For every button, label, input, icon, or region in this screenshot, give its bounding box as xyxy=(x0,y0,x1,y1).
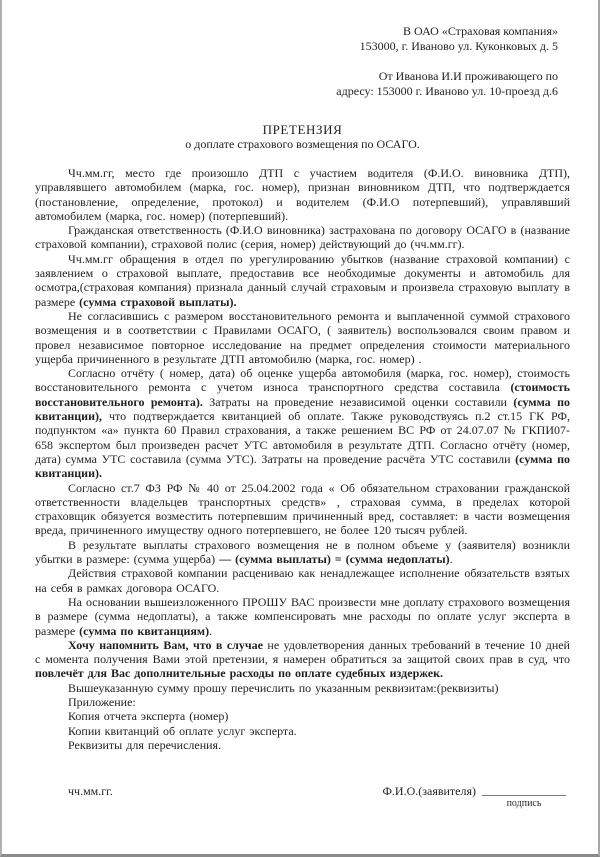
paragraph xyxy=(35,595,570,638)
paragraph-bold-run: (сумма по квитанции), xyxy=(35,394,570,424)
paragraph xyxy=(35,566,570,595)
paragraph-run: Гражданская ответственность (Ф.И.О виновника) застрахована по договору ОСАГО в (название страховой компании), страховой полис (серия, номер) действующий до (чч.мм.гг). xyxy=(35,223,570,252)
paragraph-run: . xyxy=(209,623,213,638)
signature-line: ______________ xyxy=(482,783,566,798)
paragraph-run: что подтверждается квитанцией об оплате. Также руководствуясь п.2 ст.15 ГК РФ, подпунктом «а» пункта 60 Правил страхования, а также решением ВС РФ от 24.07.07 № ГКПИ07-658 экспертом был произведен расчет УТС автомобиля в результате ДТП. Согласно отчёту (номер, дата) сумма УТС составила (сумма УТС). Затраты на проведение расчёта УТС составили xyxy=(35,409,570,466)
paragraph-bold-run: (сумма по квитанциям) xyxy=(79,623,210,638)
paragraph-run: Приложение: xyxy=(68,694,136,709)
paragraph-bold-run: Хочу напомнить Вам, что в случае xyxy=(68,637,263,652)
paragraph-run: Чч.мм.гг, место где произошло ДТП с участием водителя (Ф.И.О. виновника ДТП), управлявшего автомобилем (марка, гос. номер), признан виновником ДТП, что подтверждается (постановление, определение, протокол) и водителем (Ф.И.О потерпевший), управлявший автомобилем (марка, гос. номер) (потерпевший). xyxy=(35,166,570,223)
paragraph xyxy=(35,366,570,480)
recipient-line-1: В ОАО «Страховая компания» xyxy=(403,24,558,38)
signature-block xyxy=(382,784,566,809)
paragraph xyxy=(35,738,570,752)
paragraph-bold-run: (сумма страховой выплаты). xyxy=(79,294,237,309)
paragraph-run: В результате выплаты страхового возмещения не в полном объеме у (заявителя) возникли убытки в размере: (сумма ущерба) xyxy=(35,537,570,567)
recipient-line-2: 153000, г. Иваново ул. Куконковых д. 5 xyxy=(359,38,558,53)
paragraph-run: Копия отчета эксперта (номер) xyxy=(68,709,229,724)
paragraph xyxy=(35,681,570,695)
paragraph xyxy=(35,223,570,252)
paragraph xyxy=(35,481,570,538)
footer-row xyxy=(35,784,570,809)
paragraph-bold-run: — (сумма выплаты) = (сумма недоплаты) xyxy=(219,552,450,567)
paragraph xyxy=(35,638,570,681)
paragraph-run: Затраты на проведение независимой оценки составили xyxy=(202,394,514,409)
paragraph-run: Согласно отчёту ( номер, дата) об оценке ущерба автомобиля (марка, гос. номер), стоимость восстановительного ремонта с учетом износа транспортного средства составила xyxy=(35,366,570,395)
signature-caption: подпись xyxy=(506,798,542,810)
paragraph-run: Чч.мм.гг обращения в отдел по урегулированию убытков (название страховой компании) с заявлением о страховой выплате, предоставив все необходимые документы и автомобиль для осмотра,(страховая компания) признала данный случай страховым и произвела страховую выплату в размере xyxy=(35,251,570,309)
paragraph-run: . xyxy=(449,552,453,567)
paragraph xyxy=(35,309,570,366)
paragraph xyxy=(35,166,570,223)
paragraph xyxy=(35,252,570,309)
paragraph xyxy=(35,538,570,567)
document-subtitle: о доплате страхового возмещения по ОСАГО. xyxy=(185,137,420,151)
paragraph xyxy=(35,724,570,738)
document-body xyxy=(35,166,570,752)
paragraph-run: Согласно ст.7 ФЗ РФ № 40 от 25.04.2002 года « Об обязательном страховании гражданской ответственности владельцев транспортных средств» , страховая сумма, в пределах которой страховщик обязуется возместить потерпевшим причиненный вред, составляет: в части возмещения вреда, причиненного имуществу одного потерпевшего, не более 120 тысяч рублей. xyxy=(35,480,570,538)
signature-label: Ф.И.О.(заявителя) xyxy=(382,784,476,799)
paragraph xyxy=(35,695,570,709)
paragraph-run: Действия страховой компании расцениваю как ненадлежащее исполнение обязательств взятых на себя в рамках договора ОСАГО. xyxy=(35,566,570,595)
paragraph xyxy=(35,709,570,723)
signature-underline-wrap xyxy=(482,784,566,809)
sender-line-2: адресу: 153000 г. Иваново ул. 10-проезд д.6 xyxy=(336,83,558,98)
recipient-block xyxy=(35,24,570,98)
paragraph-bold-run: (сумма по квитанции). xyxy=(35,451,571,481)
address-gap xyxy=(35,53,558,69)
paragraph-run: Не согласившись с размером восстановительного ремонта и выплаченной суммой страхового возмещения и в соответствии с Правилами ОСАГО, ( заявитель) воспользовался своим правом и провел независимое повторное исследование на предмет определения стоимости материального ущерба причиненного в результате ДТП автомобилю (марка, гос. номер) . xyxy=(35,308,570,366)
paragraph-run: Реквизиты для перечисления. xyxy=(68,737,222,752)
footer-date: чч.мм.гг. xyxy=(68,784,113,799)
paragraph-run: Вышеуказанную сумму прошу перечислить по указанным реквизитам:(реквизиты) xyxy=(68,680,499,695)
sender-line-1: От Иванова И.И проживающего по xyxy=(378,69,558,83)
paragraph-run: На основании вышеизложенного ПРОШУ ВАС произвести мне доплату страхового возмещения в размере (сумма недоплаты), а также компенсировать мне расходы по оплате услуг эксперта в размере xyxy=(35,594,570,638)
document-title: ПРЕТЕНЗИЯ xyxy=(262,122,343,137)
paragraph-bold-run: (стоимость восстановительного ремонта). xyxy=(35,380,570,409)
paragraph-run: не удовлетворения данных требований в течение 10 дней с момента получения Вами этой претензии, я намерен обратиться за защитой своих прав в суд, что xyxy=(35,637,570,667)
paragraph-run: Копии квитанций об оплате услуг эксперта. xyxy=(68,723,297,738)
paragraph-bold-run: повлечёт для Вас дополнительные расходы по оплате судебных издержек. xyxy=(35,666,444,681)
title-block xyxy=(35,122,570,152)
